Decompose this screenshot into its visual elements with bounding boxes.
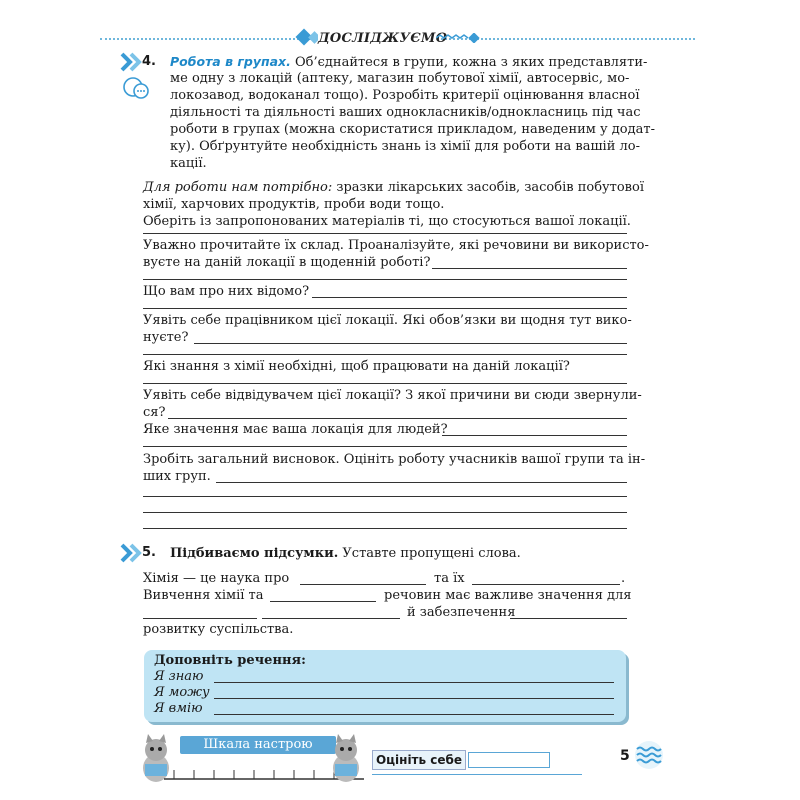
answer-line[interactable]	[442, 435, 627, 436]
page-number: 5	[620, 748, 630, 764]
exercise-4-lead: Робота в групах.	[170, 54, 291, 69]
question-4: Які знання з хімії необхідні, щоб працювати на даній локації?	[143, 359, 570, 374]
i-am-able-line[interactable]	[214, 714, 614, 715]
rate-yourself-label: Оцініть себе	[372, 750, 466, 770]
question-5a: Уявіть себе відвідувачем цієї локації? З якої причини ви сюди звернули-	[143, 388, 642, 403]
i-can-label: Я можу	[154, 685, 210, 700]
fill-line-1a: Хімія — це наука про	[143, 571, 290, 586]
answer-line[interactable]	[143, 446, 627, 447]
header-wave-icon	[436, 33, 480, 43]
exercise-5-heading	[170, 546, 521, 562]
answer-line[interactable]	[143, 308, 627, 309]
fill-line-4: розвитку суспільства.	[143, 622, 294, 637]
question-3a: Уявіть себе працівником цієї локації. Які обов’язки ви щодня тут вико-	[143, 313, 632, 328]
question-5b: ся?	[143, 405, 166, 420]
answer-line[interactable]	[312, 297, 627, 298]
answer-line[interactable]	[168, 418, 627, 419]
exercise-5-instruction: Уставте пропущені слова.	[338, 546, 521, 561]
answer-line[interactable]	[143, 279, 627, 280]
mood-scale-banner: Шкала настрою	[180, 736, 336, 754]
need-text: зразки лікарських засобів, засобів побутової	[332, 180, 644, 195]
need-line-2: хімії, харчових продуктів, проби води тощо.	[143, 197, 445, 212]
complete-sentences-title: Доповніть речення:	[154, 653, 306, 668]
exercise-4-line-7: кації.	[170, 156, 207, 171]
waves-logo-icon	[634, 740, 664, 770]
exercise-number: 5.	[142, 545, 156, 560]
question-3b: нуєте?	[143, 330, 189, 345]
fill-line-1b: та їх	[434, 571, 465, 586]
exercise-4-line-5: роботи в групах (можна скористатися прикладом, наведеним у додат-	[170, 122, 655, 137]
i-can-line[interactable]	[214, 698, 614, 699]
fill-blank[interactable]	[510, 618, 627, 619]
answer-line[interactable]	[432, 268, 627, 269]
fill-blank[interactable]	[300, 584, 426, 585]
fill-line-1c: .	[621, 571, 626, 586]
need-label: Для роботи нам потрібно:	[143, 180, 333, 195]
question-7b: ших груп.	[143, 469, 211, 484]
question-1b: вуєте на даній локації в щоденній роботі?	[143, 255, 431, 270]
exercise-4-line-3: локозавод, водоканал тощо). Розробіть критерії оцінювання власної	[170, 88, 640, 103]
exercise-4-line-4: діяльності та діяльності ваших однокласників/однокласниць під час	[170, 105, 641, 120]
fill-blank[interactable]	[270, 601, 376, 602]
i-know-line[interactable]	[214, 682, 614, 683]
answer-line[interactable]	[143, 233, 627, 234]
question-2: Що вам про них відомо?	[143, 284, 310, 299]
rate-underline	[372, 774, 582, 775]
exercise-4-text: Об’єднайтеся в групи, кожна з яких представляти-	[290, 55, 648, 70]
exercise-4-marker	[120, 52, 162, 72]
answer-line[interactable]	[143, 528, 627, 529]
answer-line[interactable]	[143, 383, 627, 384]
complete-sentences-box	[144, 650, 626, 722]
answer-line[interactable]	[143, 512, 627, 513]
i-know-label: Я знаю	[154, 669, 204, 684]
fill-blank[interactable]	[143, 618, 257, 619]
answer-line[interactable]	[143, 354, 627, 355]
fill-blank[interactable]	[262, 618, 400, 619]
exercise-4-line-6: ку). Обґрунтуйте необхідність знань із хімії для роботи на вашій ло-	[170, 139, 640, 154]
question-7a: Зробіть загальний висновок. Оцініть роботу учасників вашої групи та ін-	[143, 452, 646, 467]
exercise-4-line-1	[170, 54, 647, 71]
i-am-able-label: Я вмію	[154, 701, 203, 716]
question-6: Яке значення має ваша локація для людей?	[143, 422, 448, 437]
rate-yourself-field[interactable]	[468, 752, 550, 768]
fill-line-2a: Вивчення хімії та	[143, 588, 264, 603]
question-1a: Уважно прочитайте їх склад. Проаналізуйте, які речовини ви використо-	[143, 238, 649, 253]
choose-text: Оберіть із запропонованих матеріалів ті, що стосуються вашої локації.	[143, 214, 631, 229]
exercise-5-marker	[120, 543, 162, 563]
need-line-1	[143, 180, 644, 196]
answer-line[interactable]	[143, 496, 627, 497]
fill-blank[interactable]	[472, 584, 620, 585]
discussion-icon	[122, 76, 150, 102]
fill-line-3b: й забезпечення	[407, 605, 516, 620]
answer-line[interactable]	[216, 482, 627, 483]
cat-right-icon	[326, 734, 366, 784]
exercise-5-title: Підбиваємо підсумки.	[170, 546, 339, 561]
fill-line-2b: речовин має важливе значення для	[384, 588, 632, 603]
exercise-number: 4.	[142, 54, 156, 69]
answer-line[interactable]	[194, 343, 627, 344]
section-title: ДОСЛІДЖУЄМО	[318, 29, 436, 49]
exercise-4-line-2: ме одну з локацій (аптеку, магазин побутової хімії, автосервіс, мо-	[170, 71, 630, 86]
